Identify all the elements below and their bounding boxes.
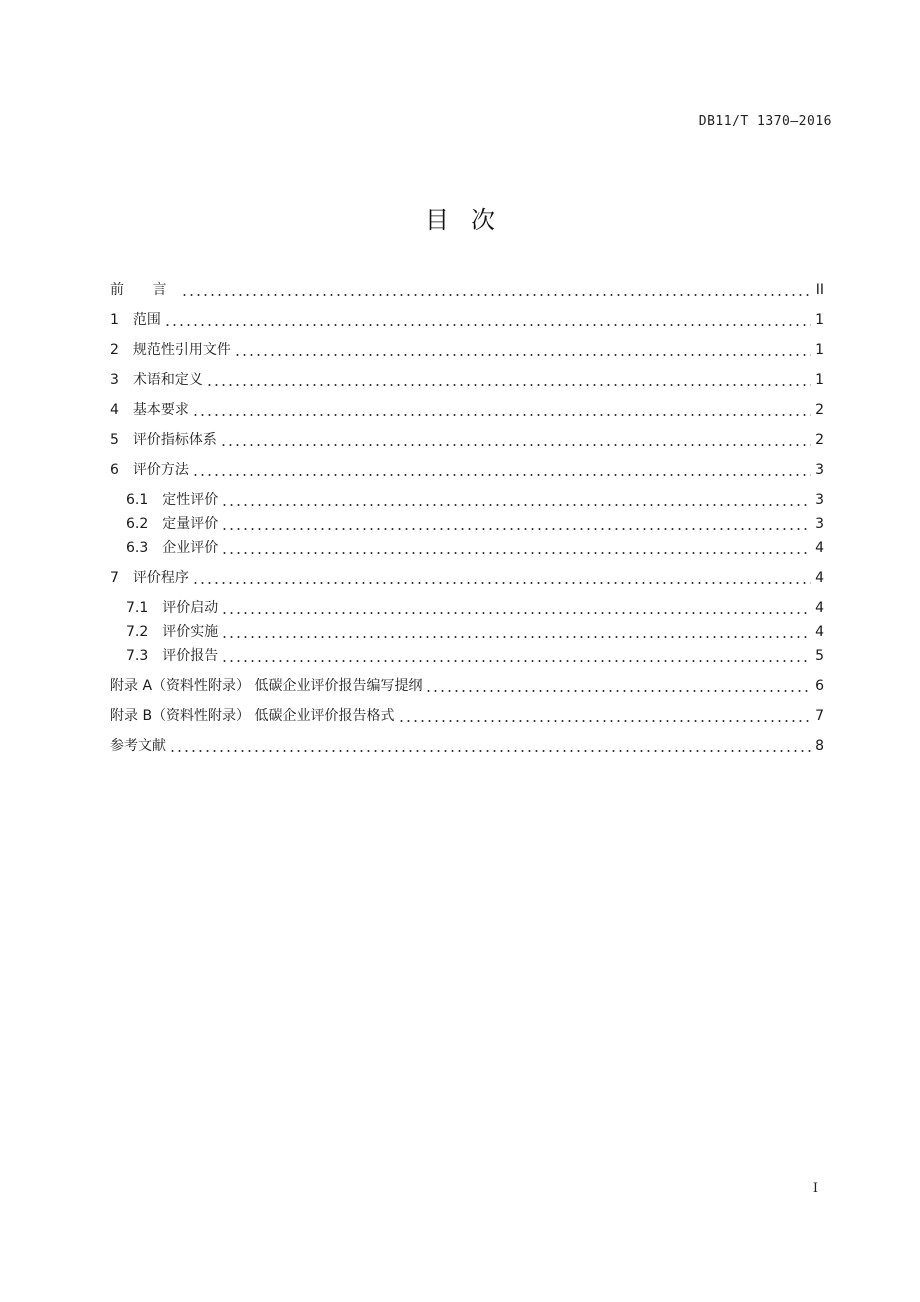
toc-leader-dots	[192, 582, 811, 584]
toc-entry-page: 4	[815, 570, 824, 586]
toc-entry-scope[interactable]	[110, 310, 824, 330]
toc-entry-normative-references[interactable]	[110, 340, 824, 360]
toc-entry-number: 6	[110, 462, 119, 478]
toc-entry-page: 1	[815, 342, 824, 358]
toc-leader-dots	[206, 384, 811, 386]
toc-entry-preface[interactable]	[110, 280, 824, 300]
toc-entry-number: 7.1	[126, 600, 149, 616]
toc-leader-dots	[169, 750, 811, 752]
toc-leader-dots	[234, 354, 811, 356]
toc-entry-label: 范围	[132, 312, 161, 328]
page-number: I	[812, 1181, 818, 1196]
toc-entry-label: 附录 A（资料性附录） 低碳企业评价报告编写提纲	[110, 678, 423, 694]
toc-entry-qualitative[interactable]	[126, 490, 824, 510]
toc-entry-page: 7	[815, 708, 824, 724]
toc-entry-evaluation-methods[interactable]	[110, 460, 824, 480]
toc-entry-number: 5	[110, 432, 119, 448]
toc-entry-number: 2	[110, 342, 119, 358]
toc-entry-page: 4	[815, 600, 824, 616]
toc-entry-terms[interactable]	[110, 370, 824, 390]
toc-entry-label: 评价报告	[162, 648, 219, 664]
toc-entry-label: 评价指标体系	[132, 432, 217, 448]
toc-entry-number: 3	[110, 372, 119, 388]
toc-entry-label: 前 言	[110, 282, 179, 298]
toc-entry-basic-requirements[interactable]	[110, 400, 824, 420]
toc-leader-dots	[164, 324, 811, 326]
toc-entry-page: 2	[815, 432, 824, 448]
toc-entry-label: 术语和定义	[132, 372, 203, 388]
toc-entry-number: 7.3	[126, 648, 149, 664]
toc-entry-start[interactable]	[126, 598, 824, 618]
toc-entry-label: 基本要求	[132, 402, 189, 418]
toc-leader-dots	[221, 528, 811, 530]
toc-entry-appendix-a[interactable]	[110, 676, 824, 696]
toc-leader-dots	[192, 414, 811, 416]
toc-entry-quantitative[interactable]	[126, 514, 824, 534]
toc-entry-evaluation-procedure[interactable]	[110, 568, 824, 588]
toc-entry-page: 3	[815, 462, 824, 478]
toc-entry-number: 6.1	[126, 492, 149, 508]
toc-entry-label: 企业评价	[162, 540, 219, 556]
toc-leader-dots	[221, 636, 811, 638]
toc-leader-dots	[181, 294, 811, 296]
toc-entry-report[interactable]	[126, 646, 824, 666]
toc-entry-appendix-b[interactable]	[110, 706, 824, 726]
toc-entry-enterprise[interactable]	[126, 538, 824, 558]
toc-entry-label: 评价程序	[132, 570, 189, 586]
toc-entry-label: 定量评价	[162, 516, 219, 532]
toc-leader-dots	[398, 720, 812, 722]
toc-entry-page: 1	[815, 372, 824, 388]
toc-entry-label: 评价方法	[132, 462, 189, 478]
toc-entry-page: 3	[815, 516, 824, 532]
toc-entry-page: 4	[815, 624, 824, 640]
toc-title: 目次	[425, 206, 517, 234]
toc-entry-label: 评价启动	[162, 600, 219, 616]
toc-entry-page: 1	[815, 312, 824, 328]
toc-leader-dots	[425, 690, 811, 692]
toc-entry-number: 7.2	[126, 624, 149, 640]
toc-entry-number: 6.2	[126, 516, 149, 532]
toc-entry-label: 规范性引用文件	[132, 342, 231, 358]
toc-leader-dots	[221, 504, 811, 506]
toc-entry-label: 附录 B（资料性附录） 低碳企业评价报告格式	[110, 708, 395, 724]
toc-entry-page: 4	[815, 540, 824, 556]
toc-entry-page: 5	[815, 648, 824, 664]
toc-entry-label: 定性评价	[162, 492, 219, 508]
document-code: DB11/T 1370—2016	[698, 114, 832, 129]
toc-entry-page: II	[815, 282, 824, 298]
toc-leader-dots	[220, 444, 811, 446]
toc-leader-dots	[221, 660, 811, 662]
toc-entry-bibliography[interactable]	[110, 736, 824, 756]
toc-entry-number: 4	[110, 402, 119, 418]
toc-entry-label: 评价实施	[162, 624, 219, 640]
toc-entry-page: 2	[815, 402, 824, 418]
toc-entry-page: 3	[815, 492, 824, 508]
toc-entry-number: 1	[110, 312, 119, 328]
toc-entry-implementation[interactable]	[126, 622, 824, 642]
toc-entry-number: 7	[110, 570, 119, 586]
toc-entry-page: 6	[815, 678, 824, 694]
toc-entry-page: 8	[815, 738, 824, 754]
toc-leader-dots	[221, 552, 811, 554]
toc-entry-number: 6.3	[126, 540, 149, 556]
toc-entry-label: 参考文献	[110, 738, 166, 754]
toc-entry-indicator-system[interactable]	[110, 430, 824, 450]
toc-leader-dots	[221, 612, 811, 614]
toc-leader-dots	[192, 474, 811, 476]
